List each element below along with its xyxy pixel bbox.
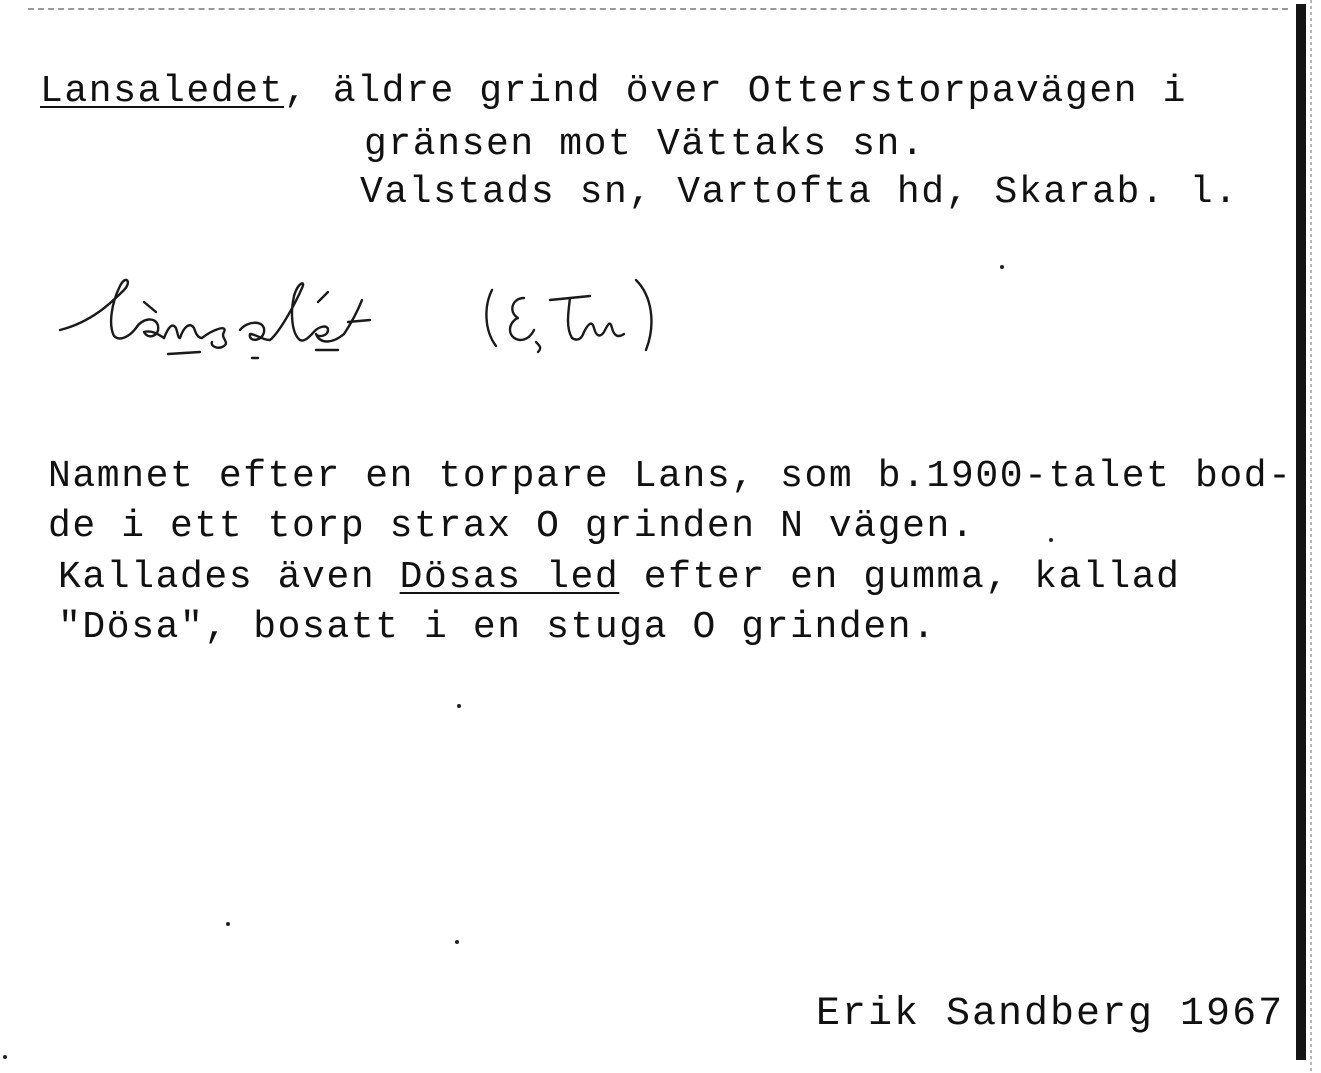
card-right-edge-shadow [1310,0,1312,1073]
note-line-2: de i ett torp strax O grinden N vägen. [48,505,976,548]
entry-definition-line-2: gränsen mot Vättaks sn. [364,123,926,166]
entry-title-line [40,70,1187,114]
note-line-3 [58,556,1181,600]
author-signature: Erik Sandberg 1967 [816,992,1285,1037]
speck [3,1055,7,1059]
speck [455,940,459,944]
speck [226,922,230,926]
entry-definition-start: , äldre grind över Otterstorpavägen i [284,70,1187,113]
speck [1000,265,1004,269]
note-line-3-end: efter en gumma, kallad [619,556,1181,599]
entry-location-line: Valstads sn, Vartofta hd, Skarab. l. [360,171,1239,214]
note-line-3-start: Kallades även [58,556,400,599]
note-line-4: "Dösa", bosatt i en stuga O grinden. [58,606,937,649]
note-line-1: Namnet efter en torpare Lans, som b.1900-talet bod- [48,455,1293,498]
alternate-name: Dösas led [399,556,620,599]
speck [457,704,461,708]
handwritten-pronunciation [52,262,692,372]
speck [1049,538,1053,542]
entry-headword: Lansaledet [40,70,285,113]
card-right-edge [1296,4,1306,1060]
card-top-edge [28,8,1288,10]
